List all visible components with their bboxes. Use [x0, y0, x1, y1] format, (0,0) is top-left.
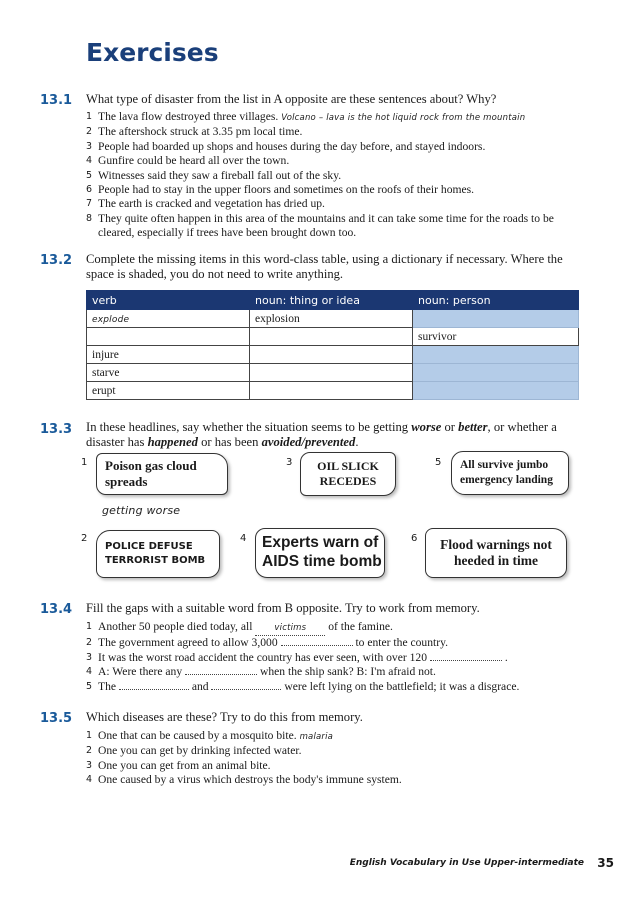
exercise-instruction: Fill the gaps with a suitable word from B opposite. Try to work from memory. — [86, 601, 480, 615]
item-number: 3 — [86, 651, 93, 663]
table-cell: erupt — [87, 382, 250, 400]
headline-clipping — [425, 528, 567, 578]
column-header: verb — [87, 291, 250, 310]
handwritten-answer: malaria — [299, 732, 334, 742]
list-item — [86, 212, 586, 241]
item-number: 2 — [86, 637, 93, 649]
exercise-instruction: Complete the missing items in this word-class table, using a dictionary if necessary. Where the space is shaded, you do not need to write anything. — [86, 252, 563, 281]
item-text: One that can be caused by a mosquito bite. — [98, 729, 297, 742]
item-number: 4 — [86, 155, 93, 167]
table-cell: starve — [87, 364, 250, 382]
item-text: One you can get by drinking infected water. — [98, 744, 302, 758]
item-text: The earth is cracked and vegetation has dried up. — [98, 197, 325, 211]
item-text: Witnesses said they saw a fireball fall out of the sky. — [98, 168, 342, 182]
handwritten-answer: Volcano – lava is the hot liquid rock from the mountain — [281, 113, 526, 123]
answer-blank[interactable] — [430, 660, 502, 661]
handwritten-answer: victims — [255, 621, 325, 636]
item-text: It was the worst road accident the country has ever seen, with over 120 — [98, 650, 430, 664]
answer-blank[interactable] — [211, 689, 281, 690]
item-text: A: Were there any — [98, 665, 186, 679]
item-number: 2 — [86, 126, 93, 138]
item-text: People had boarded up shops and houses during the day before, and stayed indoors. — [98, 139, 486, 153]
item-text: Gunfire could be heard all over the town. — [98, 154, 290, 168]
item-number: 5 — [86, 169, 93, 181]
exercise-number: 13.3 — [40, 422, 73, 437]
list-item — [86, 636, 596, 650]
table-row — [87, 346, 579, 364]
table-cell: survivor — [413, 328, 579, 346]
exercise-items — [86, 620, 596, 694]
list-item — [86, 680, 596, 694]
item-number: 5 — [86, 680, 93, 692]
table-header-row — [87, 291, 579, 310]
item-text: The government agreed to allow 3,000 — [98, 636, 281, 650]
headline-text: Poison gas cloud spreads — [105, 458, 197, 489]
table-row — [87, 328, 579, 346]
page-number: 35 — [597, 856, 614, 870]
table-cell — [250, 364, 413, 382]
exercise-instruction: What type of disaster from the list in A opposite are these sentences about? Why? — [86, 92, 497, 106]
item-text: to enter the country. — [352, 636, 449, 650]
list-item — [86, 125, 586, 139]
shaded-cell — [413, 310, 579, 328]
item-text: One caused by a virus which destroys the body's immune system. — [98, 773, 402, 787]
table-cell — [250, 346, 413, 364]
table-cell — [87, 328, 250, 346]
item-text: of the famine. — [325, 620, 393, 633]
item-text: The — [98, 679, 119, 693]
list-item — [86, 773, 586, 787]
answer-blank[interactable] — [119, 689, 189, 690]
exercise-items — [86, 729, 586, 788]
table-row — [87, 382, 579, 400]
exercise-instruction — [86, 420, 586, 450]
shaded-cell — [413, 364, 579, 382]
item-text: People had to stay in the upper floors and sometimes on the roofs of their homes. — [98, 183, 475, 197]
item-text: They quite often happen in this area of the mountains and it can take some time for the roads to be cleared, especially if trees have been brought down too. — [98, 211, 554, 240]
exercise-number: 13.4 — [40, 602, 73, 617]
item-number: 2 — [86, 745, 93, 757]
list-item — [86, 197, 586, 211]
item-number: 3 — [86, 759, 93, 771]
list-item — [86, 183, 586, 197]
headline-clipping — [300, 452, 396, 496]
exercise-number: 13.1 — [40, 93, 73, 108]
item-text: The aftershock struck at 3.35 pm local time. — [98, 125, 303, 139]
list-item — [86, 154, 586, 168]
list-item — [86, 110, 586, 125]
table-cell — [250, 328, 413, 346]
instruction-text: In these headlines, say whether the situation seems to be getting — [86, 420, 412, 434]
item-number: 1 — [86, 111, 93, 122]
exercise-instruction: Which diseases are these? Try to do this from memory. — [86, 710, 363, 724]
table-cell: injure — [87, 346, 250, 364]
instruction-emphasis: better — [458, 420, 488, 434]
instruction-emphasis: avoided/prevented — [261, 435, 356, 449]
headline-number: 2 — [81, 533, 88, 544]
item-text: The lava flow destroyed three villages. — [98, 110, 279, 123]
item-text: Another 50 people died today, all — [98, 620, 256, 633]
list-item — [86, 620, 596, 636]
headline-clipping — [96, 530, 220, 578]
list-item — [86, 759, 586, 773]
answer-blank[interactable] — [185, 674, 257, 675]
table-row — [87, 310, 579, 328]
item-number: 4 — [86, 774, 93, 786]
headline-text: POLICE DEFUSE TERRORIST BOMB — [105, 541, 206, 566]
list-item — [86, 729, 586, 744]
list-item — [86, 169, 586, 183]
table-cell — [250, 382, 413, 400]
exercise-number: 13.2 — [40, 253, 73, 268]
table-row — [87, 364, 579, 382]
item-number: 8 — [86, 212, 93, 224]
table-cell — [87, 310, 250, 328]
item-number: 6 — [86, 184, 93, 196]
item-text: and — [188, 679, 212, 693]
item-number: 1 — [86, 730, 93, 741]
item-number: 7 — [86, 198, 93, 210]
instruction-emphasis: worse — [411, 420, 442, 434]
headline-clipping — [255, 528, 385, 578]
headline-text: Experts warn of AIDS time bomb — [262, 534, 382, 570]
column-header: noun: person — [413, 291, 579, 310]
table-cell: explosion — [250, 310, 413, 328]
headline-number: 1 — [81, 457, 88, 468]
shaded-cell — [413, 382, 579, 400]
instruction-text: , or whether a disaster has — [86, 420, 557, 449]
headline-number: 5 — [435, 457, 442, 468]
instruction-text: or has been — [197, 435, 262, 449]
word-class-table — [86, 290, 579, 400]
headline-text: All survive jumbo emergency landing — [460, 459, 553, 486]
exercise-items — [86, 110, 586, 241]
item-text: One you can get from an animal bite. — [98, 758, 271, 772]
headline-clipping — [96, 453, 228, 495]
instruction-emphasis: happened — [147, 435, 198, 449]
item-text: were left lying on the battlefield; it was a disgrace. — [281, 679, 520, 693]
list-item — [86, 140, 586, 154]
shaded-cell — [413, 346, 579, 364]
exercise-number: 13.5 — [40, 711, 73, 726]
instruction-text: or — [441, 420, 459, 434]
headline-text: OIL SLICK RECEDES — [317, 459, 379, 488]
page-title: Exercises — [86, 38, 219, 67]
handwritten-answer: getting worse — [102, 504, 181, 517]
item-number: 3 — [86, 140, 93, 152]
item-number: 4 — [86, 666, 93, 678]
headline-clipping — [451, 451, 569, 495]
headline-text: Flood warnings not heeded in time — [440, 537, 552, 568]
instruction-text: . — [355, 435, 359, 449]
list-item — [86, 744, 586, 758]
headline-number: 3 — [286, 457, 293, 468]
item-number: 1 — [86, 621, 93, 632]
handwritten-answer: explode — [92, 314, 130, 325]
item-text: when the ship sank? B: I'm afraid not. — [257, 665, 436, 679]
list-item — [86, 651, 596, 665]
headline-number: 6 — [411, 533, 418, 544]
headline-number: 4 — [240, 533, 247, 544]
book-title-footer: English Vocabulary in Use Upper-intermediate — [349, 858, 584, 868]
column-header: noun: thing or idea — [250, 291, 413, 310]
list-item — [86, 665, 596, 679]
item-text: . — [501, 650, 508, 664]
answer-blank[interactable] — [281, 645, 353, 646]
